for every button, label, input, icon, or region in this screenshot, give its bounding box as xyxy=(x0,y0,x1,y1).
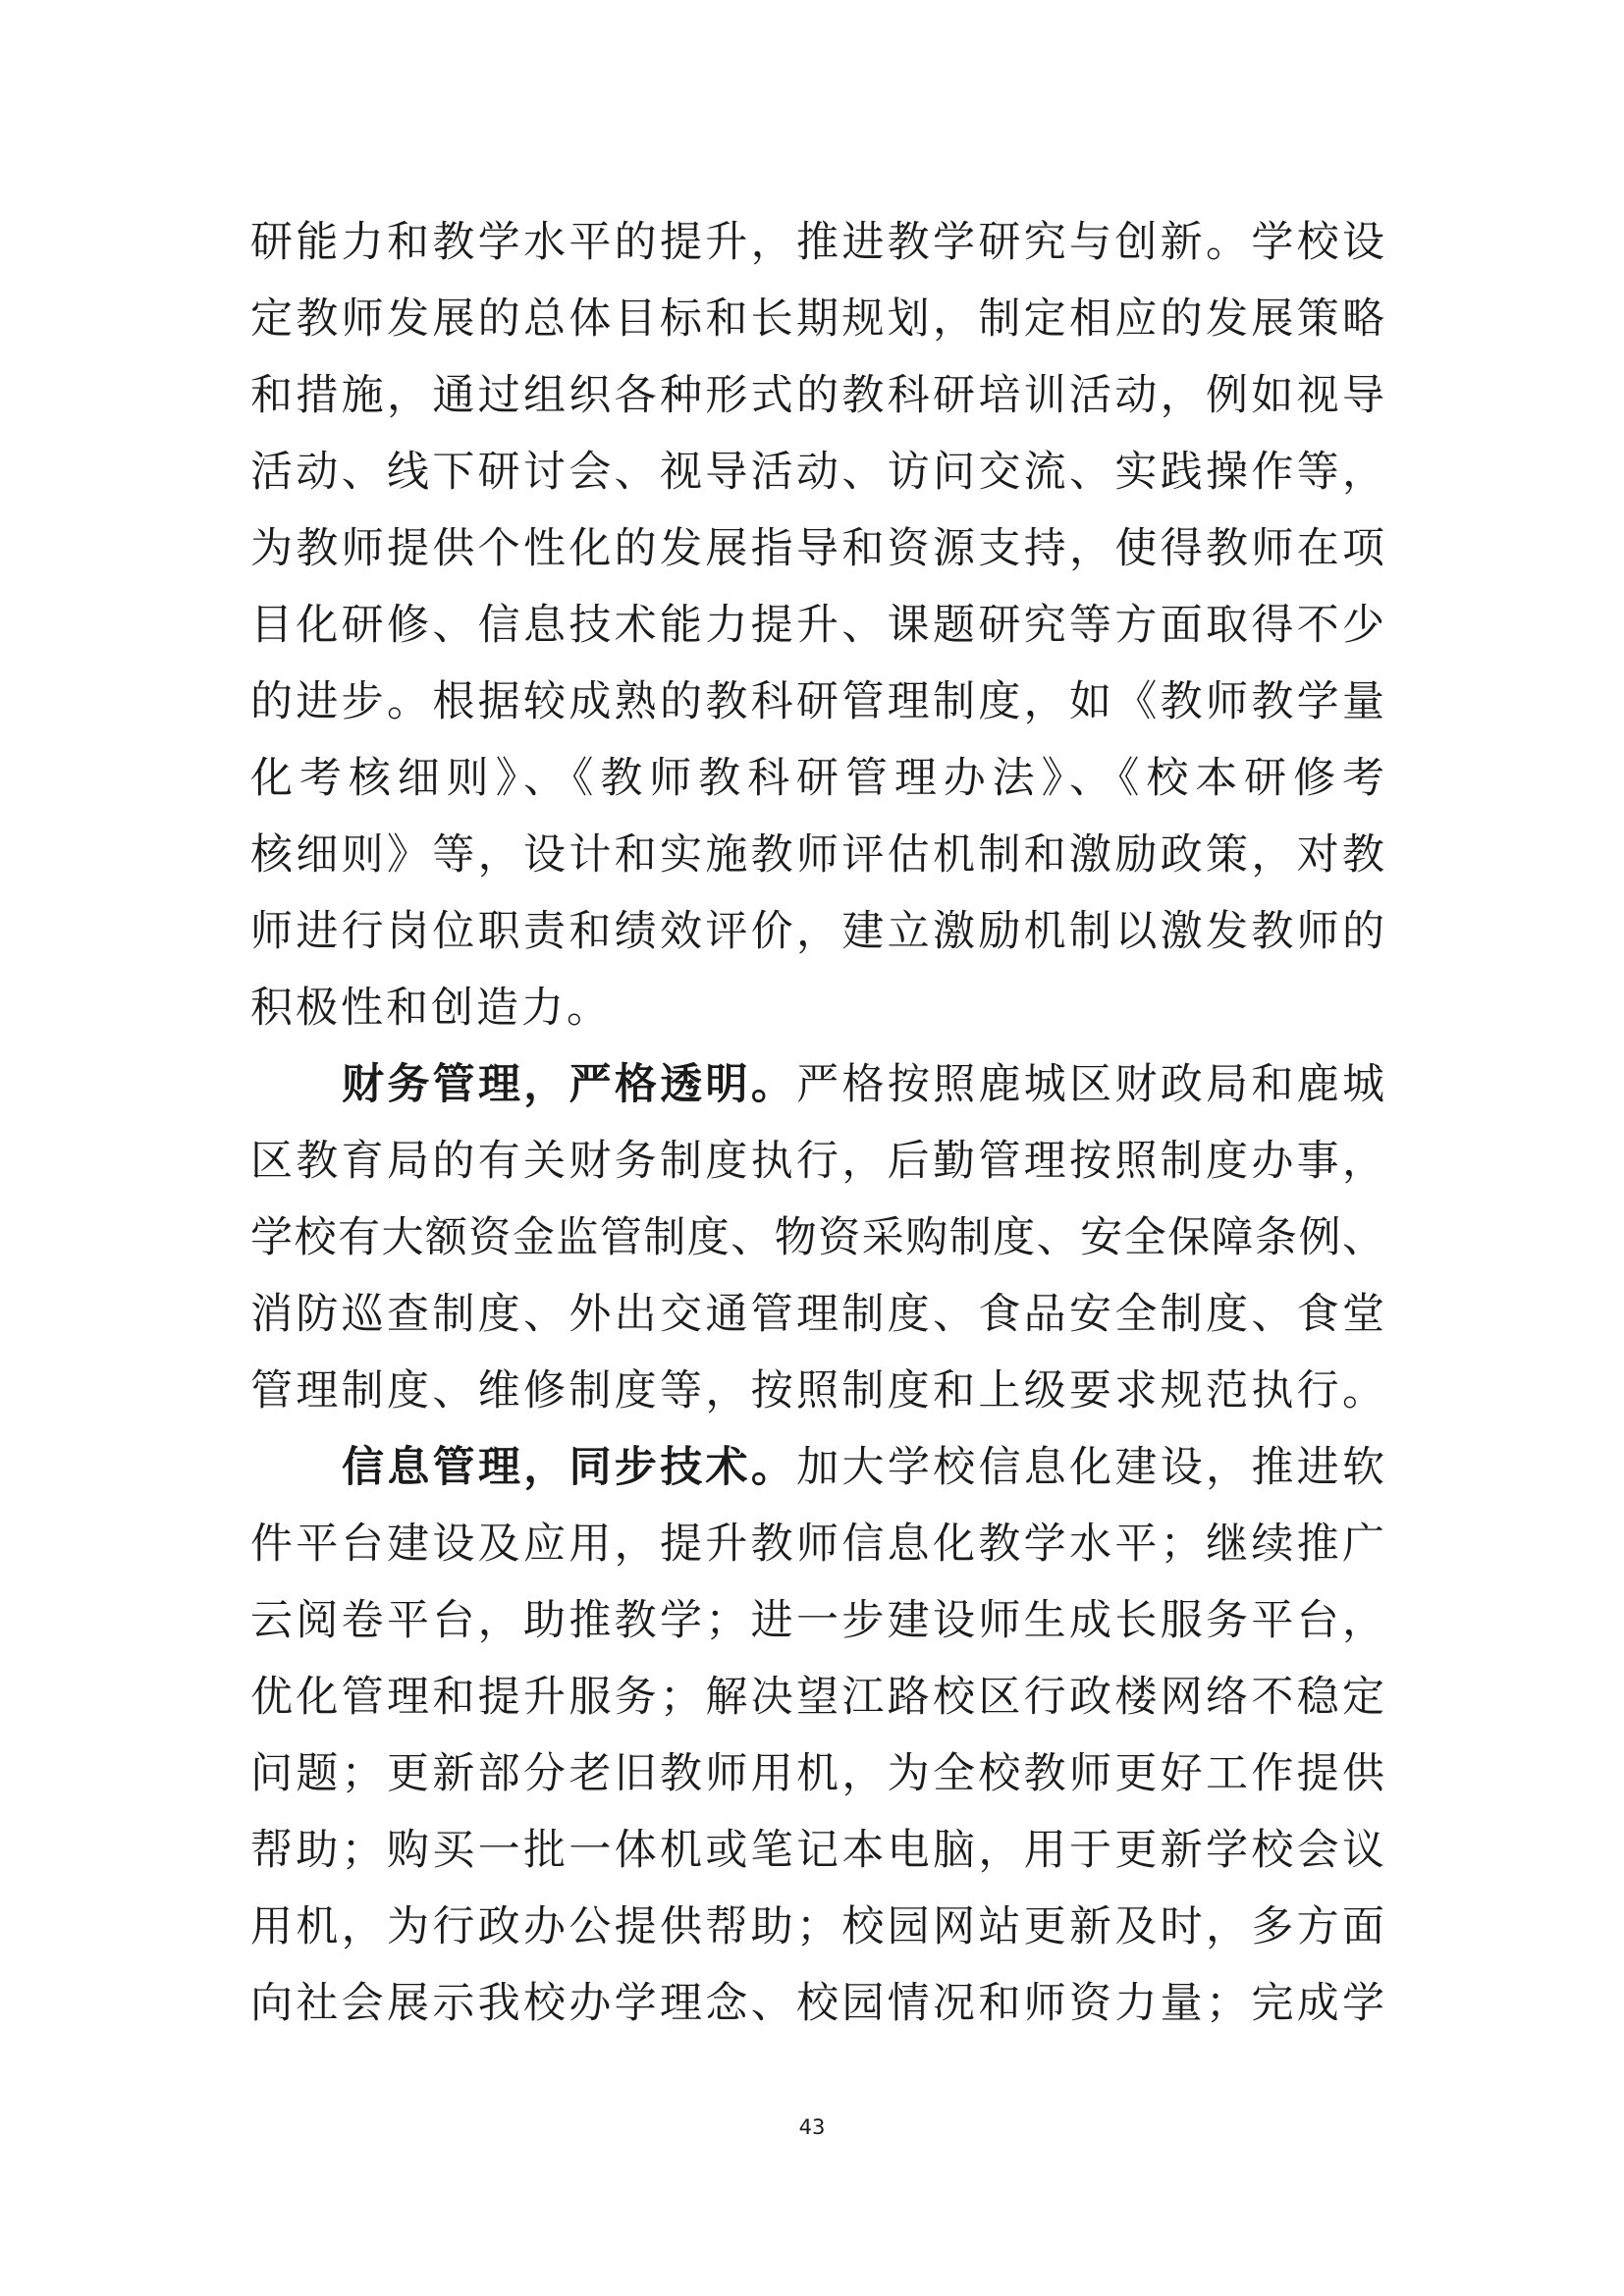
text-line: 目化研修、信息技术能力提升、课题研究等方面取得不少 xyxy=(250,601,1384,650)
text-line: 化考核细则》、《教师教科研管理办法》、《校本研修考 xyxy=(250,754,1384,803)
text-line: 为教师提供个性化的发展指导和资源支持，使得教师在项 xyxy=(250,524,1384,573)
text-line: 管理制度、维修制度等，按照制度和上级要求规范执行。 xyxy=(250,1366,1384,1415)
document-body xyxy=(250,204,1384,2042)
paragraph-lead-heading: 财务管理，严格透明。 xyxy=(342,1060,797,1109)
text-line: 核细则》等，设计和实施教师评估机制和激励政策，对教 xyxy=(250,830,1384,880)
page-number: 43 xyxy=(798,2115,826,2139)
paragraph-information-management xyxy=(250,1429,1384,2042)
text-line: 优化管理和提升服务；解决望江路校区行政楼网络不稳定 xyxy=(250,1673,1384,1722)
text-run: 严格按照鹿城区财政局和鹿城 xyxy=(796,1060,1384,1109)
text-line: 学校有大额资金监管制度、物资采购制度、安全保障条例、 xyxy=(250,1213,1384,1262)
text-line: 积极性和创造力。 xyxy=(250,984,612,1033)
text-line: 消防巡查制度、外出交通管理制度、食品安全制度、食堂 xyxy=(250,1290,1384,1339)
text-line: 的进步。根据较成熟的教科研管理制度，如《教师教学量 xyxy=(250,677,1384,726)
text-line: 和措施，通过组织各种形式的教科研培训活动，例如视导 xyxy=(250,371,1384,420)
text-line: 问题；更新部分老旧教师用机，为全校教师更好工作提供 xyxy=(250,1749,1384,1798)
text-line: 件平台建设及应用，提升教师信息化教学水平；继续推广 xyxy=(250,1520,1384,1569)
text-line: 活动、线下研讨会、视导活动、访问交流、实践操作等， xyxy=(250,448,1384,497)
text-line: 研能力和教学水平的提升，推进教学研究与创新。学校设 xyxy=(250,218,1384,267)
text-line: 云阅卷平台，助推教学；进一步建设师生成长服务平台， xyxy=(250,1596,1384,1645)
text-line xyxy=(250,1429,1384,1506)
text-line: 向社会展示我校办学理念、校园情况和师资力量；完成学 xyxy=(250,1979,1384,2028)
text-line: 区教育局的有关财务制度执行，后勤管理按照制度办事， xyxy=(250,1137,1384,1186)
paragraph-teacher-development xyxy=(250,204,1384,1046)
text-line xyxy=(250,1046,1384,1123)
text-run: 加大学校信息化建设，推进软 xyxy=(796,1443,1384,1492)
text-line: 帮助；购买一批一体机或笔记本电脑，用于更新学校会议 xyxy=(250,1826,1384,1875)
text-line: 用机，为行政办公提供帮助；校园网站更新及时，多方面 xyxy=(250,1902,1384,1951)
paragraph-lead-heading: 信息管理，同步技术。 xyxy=(342,1443,797,1492)
text-line: 师进行岗位职责和绩效评价，建立激励机制以激发教师的 xyxy=(250,907,1384,956)
paragraph-financial-management xyxy=(250,1046,1384,1429)
text-line: 定教师发展的总体目标和长期规划，制定相应的发展策略 xyxy=(250,294,1384,344)
